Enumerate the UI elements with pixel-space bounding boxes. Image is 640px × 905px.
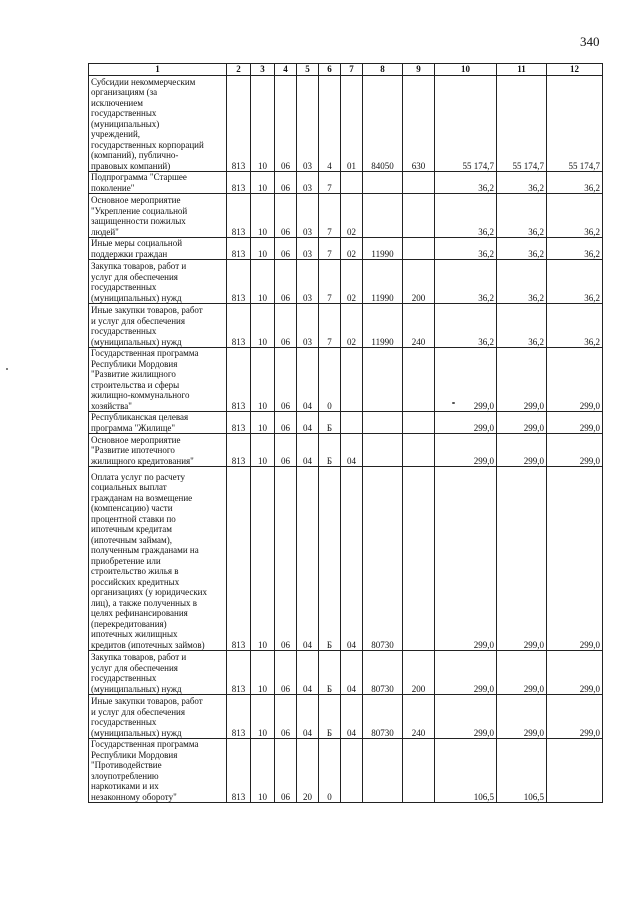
row-cell-c6: 7	[319, 238, 341, 260]
row-cell-c5: 03	[297, 194, 319, 238]
scan-speck	[452, 402, 455, 404]
table-row	[89, 434, 603, 467]
row-cell-c4: 06	[275, 695, 297, 739]
row-cell-c5: 04	[297, 695, 319, 739]
row-cell-c4: 06	[275, 238, 297, 260]
row-cell-c2: 813	[227, 76, 251, 172]
scan-speck	[6, 368, 8, 370]
row-cell-c3: 10	[251, 260, 275, 304]
row-cell-c12: 299,0	[547, 348, 603, 412]
row-cell-c9: 200	[403, 260, 435, 304]
row-cell-c2: 813	[227, 739, 251, 803]
row-cell-c3: 10	[251, 467, 275, 651]
row-cell-c5: 03	[297, 76, 319, 172]
row-cell-c9	[403, 412, 435, 434]
row-cell-c10: 36,2	[435, 260, 497, 304]
row-cell-c4: 06	[275, 348, 297, 412]
row-cell-c10: 299,0	[435, 651, 497, 695]
row-cell-c4: 06	[275, 434, 297, 467]
row-cell-c8: 80730	[363, 695, 403, 739]
row-cell-c6: Б	[319, 412, 341, 434]
row-cell-c3: 10	[251, 739, 275, 803]
row-cell-c10: 299,0	[435, 348, 497, 412]
row-cell-c8: 80730	[363, 467, 403, 651]
table-row	[89, 304, 603, 348]
row-cell-c12: 55 174,7	[547, 76, 603, 172]
row-cell-c2: 813	[227, 304, 251, 348]
row-cell-c6: Б	[319, 434, 341, 467]
row-name-cell: Закупка товаров, работ и услуг для обеспечения государственных (муниципальных) нужд	[89, 651, 227, 695]
row-cell-c8	[363, 348, 403, 412]
row-name-cell: Иные закупки товаров, работ и услуг для обеспечения государственных (муниципальных) нужд	[89, 304, 227, 348]
table-row	[89, 467, 603, 651]
row-cell-c6: Б	[319, 467, 341, 651]
row-cell-c6: Б	[319, 651, 341, 695]
row-name-cell: Государственная программа Республики Мордовия "Противодействие злоупотреблению наркотиками и их незаконному обороту"	[89, 739, 227, 803]
row-cell-c3: 10	[251, 412, 275, 434]
page-number: 340	[580, 34, 600, 49]
row-cell-c11: 299,0	[497, 467, 547, 651]
row-cell-c11: 106,5	[497, 739, 547, 803]
row-cell-c7: 02	[341, 238, 363, 260]
row-cell-c10: 36,2	[435, 172, 497, 194]
row-cell-c4: 06	[275, 739, 297, 803]
row-cell-c11: 55 174,7	[497, 76, 547, 172]
table-row	[89, 412, 603, 434]
row-cell-c2: 813	[227, 348, 251, 412]
row-cell-c10: 36,2	[435, 304, 497, 348]
row-cell-c2: 813	[227, 238, 251, 260]
row-cell-c5: 04	[297, 412, 319, 434]
row-cell-c8: 11990	[363, 260, 403, 304]
header-cell: 3	[251, 64, 275, 76]
row-cell-c6: 0	[319, 739, 341, 803]
row-name-cell: Закупка товаров, работ и услуг для обеспечения государственных (муниципальных) нужд	[89, 260, 227, 304]
row-cell-c7: 02	[341, 304, 363, 348]
row-cell-c7: 04	[341, 651, 363, 695]
row-cell-c2: 813	[227, 434, 251, 467]
row-cell-c5: 20	[297, 739, 319, 803]
row-cell-c7: 04	[341, 695, 363, 739]
row-cell-c12: 36,2	[547, 304, 603, 348]
table-row	[89, 651, 603, 695]
row-name-cell: Основное мероприятие "Развитие ипотечного жилищного кредитования"	[89, 434, 227, 467]
row-cell-c9	[403, 739, 435, 803]
table-row	[89, 260, 603, 304]
table-row	[89, 348, 603, 412]
row-cell-c6: 7	[319, 260, 341, 304]
row-cell-c6: 7	[319, 304, 341, 348]
row-cell-c11: 299,0	[497, 434, 547, 467]
row-cell-c4: 06	[275, 172, 297, 194]
row-cell-c5: 04	[297, 434, 319, 467]
row-cell-c2: 813	[227, 651, 251, 695]
row-cell-c9	[403, 434, 435, 467]
row-name-cell: Подпрограмма "Старшее поколение"	[89, 172, 227, 194]
header-cell: 10	[435, 64, 497, 76]
row-name-cell: Государственная программа Республики Мордовия "Развитие жилищного строительства и сферы жилищно-коммунального хозяйства"	[89, 348, 227, 412]
row-cell-c5: 04	[297, 467, 319, 651]
row-cell-c7: 02	[341, 260, 363, 304]
row-cell-c6: 7	[319, 194, 341, 238]
row-cell-c8	[363, 412, 403, 434]
row-cell-c7: 01	[341, 76, 363, 172]
row-cell-c8	[363, 434, 403, 467]
table-row	[89, 739, 603, 803]
row-cell-c9	[403, 348, 435, 412]
row-cell-c7: 04	[341, 467, 363, 651]
table-row	[89, 194, 603, 238]
row-cell-c3: 10	[251, 304, 275, 348]
row-name-cell: Субсидии некоммерческим организациям (за исключением государственных (муниципальных) учреждений, государственных корпораций (компаний), публично- правовых компаний)	[89, 76, 227, 172]
row-cell-c7	[341, 172, 363, 194]
row-cell-c5: 03	[297, 238, 319, 260]
row-cell-c3: 10	[251, 651, 275, 695]
table-header-row	[89, 64, 603, 76]
row-cell-c9: 240	[403, 695, 435, 739]
row-cell-c4: 06	[275, 304, 297, 348]
row-cell-c7	[341, 348, 363, 412]
row-cell-c10: 299,0	[435, 412, 497, 434]
row-cell-c9	[403, 194, 435, 238]
row-cell-c9	[403, 172, 435, 194]
row-cell-c11: 299,0	[497, 348, 547, 412]
row-cell-c3: 10	[251, 238, 275, 260]
row-cell-c6: 4	[319, 76, 341, 172]
row-cell-c12: 299,0	[547, 412, 603, 434]
table-row	[89, 172, 603, 194]
row-cell-c8	[363, 172, 403, 194]
row-cell-c8	[363, 739, 403, 803]
row-cell-c11: 299,0	[497, 412, 547, 434]
row-cell-c2: 813	[227, 412, 251, 434]
row-cell-c3: 10	[251, 695, 275, 739]
row-cell-c9	[403, 467, 435, 651]
row-name-cell: Республиканская целевая программа "Жилище"	[89, 412, 227, 434]
row-cell-c7: 02	[341, 194, 363, 238]
table-row	[89, 76, 603, 172]
row-cell-c12: 299,0	[547, 434, 603, 467]
row-cell-c12	[547, 739, 603, 803]
row-cell-c6: Б	[319, 695, 341, 739]
row-cell-c4: 06	[275, 651, 297, 695]
row-cell-c9: 200	[403, 651, 435, 695]
header-cell: 6	[319, 64, 341, 76]
row-cell-c11: 36,2	[497, 172, 547, 194]
row-name-cell: Иные меры социальной поддержки граждан	[89, 238, 227, 260]
row-cell-c10: 299,0	[435, 467, 497, 651]
row-cell-c7: 04	[341, 434, 363, 467]
row-cell-c11: 36,2	[497, 238, 547, 260]
row-cell-c4: 06	[275, 194, 297, 238]
row-cell-c10: 55 174,7	[435, 76, 497, 172]
row-cell-c7	[341, 739, 363, 803]
row-cell-c8: 80730	[363, 651, 403, 695]
row-cell-c9: 240	[403, 304, 435, 348]
row-cell-c3: 10	[251, 348, 275, 412]
row-cell-c12: 36,2	[547, 238, 603, 260]
row-cell-c10: 36,2	[435, 238, 497, 260]
row-cell-c12: 299,0	[547, 651, 603, 695]
header-cell: 4	[275, 64, 297, 76]
header-cell: 8	[363, 64, 403, 76]
row-cell-c4: 06	[275, 76, 297, 172]
row-cell-c3: 10	[251, 76, 275, 172]
row-cell-c11: 299,0	[497, 651, 547, 695]
header-cell: 7	[341, 64, 363, 76]
row-cell-c5: 03	[297, 304, 319, 348]
row-cell-c5: 04	[297, 651, 319, 695]
budget-table	[88, 63, 603, 803]
row-cell-c4: 06	[275, 260, 297, 304]
row-cell-c12: 299,0	[547, 467, 603, 651]
row-cell-c2: 813	[227, 467, 251, 651]
header-cell: 2	[227, 64, 251, 76]
row-name-cell: Иные закупки товаров, работ и услуг для обеспечения государственных (муниципальных) нужд	[89, 695, 227, 739]
row-cell-c2: 813	[227, 172, 251, 194]
row-cell-c10: 36,2	[435, 194, 497, 238]
row-cell-c9: 630	[403, 76, 435, 172]
row-cell-c12: 36,2	[547, 172, 603, 194]
row-cell-c8: 11990	[363, 238, 403, 260]
row-cell-c11: 36,2	[497, 304, 547, 348]
row-cell-c10: 299,0	[435, 695, 497, 739]
row-cell-c10: 106,5	[435, 739, 497, 803]
table-row	[89, 238, 603, 260]
row-cell-c8: 84050	[363, 76, 403, 172]
table-row	[89, 695, 603, 739]
row-cell-c5: 03	[297, 172, 319, 194]
row-name-cell: Оплата услуг по расчету социальных выплат гражданам на возмещение (компенсацию) части процентной ставки по ипотечным кредитам (ипотечным займам), полученным гражданами на приобретение или строительство жилья в российских кредитных организациях (у юридических лиц), а также полученных в целях рефинансирования (перекредитования) ипотечных жилищных кредитов (ипотечных займов)	[89, 467, 227, 651]
row-cell-c3: 10	[251, 194, 275, 238]
row-cell-c4: 06	[275, 467, 297, 651]
row-cell-c3: 10	[251, 434, 275, 467]
row-cell-c12: 36,2	[547, 260, 603, 304]
row-cell-c12: 299,0	[547, 695, 603, 739]
row-cell-c12: 36,2	[547, 194, 603, 238]
header-cell: 11	[497, 64, 547, 76]
row-cell-c6: 7	[319, 172, 341, 194]
row-cell-c7	[341, 412, 363, 434]
row-cell-c11: 36,2	[497, 260, 547, 304]
row-cell-c11: 299,0	[497, 695, 547, 739]
row-cell-c8: 11990	[363, 304, 403, 348]
row-cell-c2: 813	[227, 260, 251, 304]
row-cell-c11: 36,2	[497, 194, 547, 238]
header-cell: 12	[547, 64, 603, 76]
header-cell: 9	[403, 64, 435, 76]
row-cell-c5: 04	[297, 348, 319, 412]
row-cell-c9	[403, 238, 435, 260]
row-cell-c8	[363, 194, 403, 238]
row-cell-c5: 03	[297, 260, 319, 304]
row-cell-c2: 813	[227, 695, 251, 739]
row-cell-c6: 0	[319, 348, 341, 412]
row-cell-c4: 06	[275, 412, 297, 434]
row-cell-c2: 813	[227, 194, 251, 238]
row-cell-c10: 299,0	[435, 434, 497, 467]
row-cell-c3: 10	[251, 172, 275, 194]
header-cell: 1	[89, 64, 227, 76]
row-name-cell: Основное мероприятие "Укрепление социальной защищенности пожилых людей"	[89, 194, 227, 238]
header-cell: 5	[297, 64, 319, 76]
